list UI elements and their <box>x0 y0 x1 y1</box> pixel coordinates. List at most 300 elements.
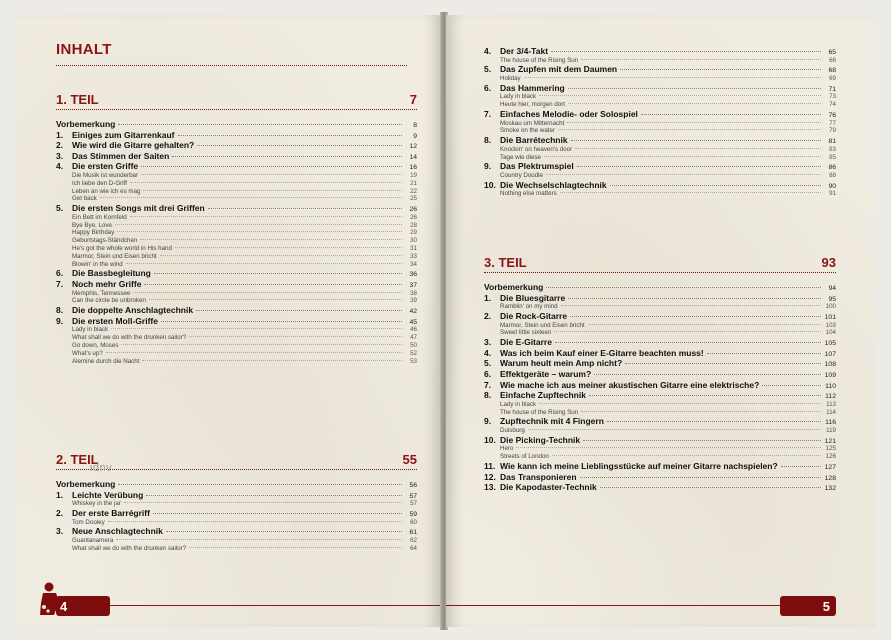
part-divider <box>56 109 417 110</box>
entry-label: Tage wie diese <box>500 153 541 161</box>
entry-number: 6. <box>484 82 492 93</box>
toc-entry <box>484 348 836 358</box>
toc-subentry <box>484 172 836 179</box>
entry-label: Noch mehr Griffe <box>72 279 142 289</box>
entry-page: 9 <box>413 132 417 140</box>
entry-label: Die Wechselschlagtechnik <box>500 179 607 190</box>
dot-leader <box>189 336 402 337</box>
entry-page: 60 <box>410 518 417 526</box>
entry-label: The house of the Rising Sun <box>500 56 579 64</box>
entry-page: 28 <box>410 221 417 229</box>
entry-number: 5. <box>484 358 492 369</box>
entry-label: Die ersten Griffe <box>72 161 139 172</box>
entry-page: 83 <box>829 145 836 153</box>
dot-leader <box>111 328 402 329</box>
dot-leader <box>555 342 821 343</box>
entry-page: 36 <box>409 271 417 279</box>
entry-page: 56 <box>409 482 417 489</box>
entry-page: 39 <box>410 297 417 305</box>
entry-page: 79 <box>829 127 836 135</box>
dot-leader <box>146 495 402 496</box>
toc-entry <box>484 380 836 390</box>
entry-number: 6. <box>56 268 64 279</box>
dot-leader <box>594 374 821 375</box>
part-title: 3. TEIL <box>484 255 527 270</box>
part-title: 2. TEIL <box>56 452 99 467</box>
dot-leader <box>175 247 402 248</box>
dot-leader <box>546 174 821 175</box>
toc-subentry <box>56 188 417 195</box>
left-page <box>16 15 441 627</box>
entry-page: 81 <box>828 138 836 146</box>
entry-number: 13. <box>484 482 496 493</box>
dot-leader <box>130 216 402 217</box>
toc-preface <box>56 479 417 489</box>
entry-page: 113 <box>826 400 836 408</box>
entry-number: 1. <box>56 129 64 140</box>
toc-subentry <box>484 93 836 100</box>
watermark: idnv <box>90 462 113 474</box>
toc-subentry <box>56 222 417 229</box>
entry-number: 9. <box>484 416 492 427</box>
dot-leader <box>117 231 402 232</box>
toc-entry <box>484 435 836 445</box>
toc-subentry <box>484 453 836 460</box>
toc-subentry <box>484 154 836 161</box>
entry-number: 7. <box>56 279 64 289</box>
entry-page: 101 <box>824 314 836 321</box>
entry-page: 126 <box>825 453 836 461</box>
entry-label: Holiday <box>500 75 521 82</box>
toc-subentry <box>484 101 836 108</box>
toc-entry <box>484 109 836 119</box>
page-number: 4 <box>60 598 68 614</box>
dot-leader <box>570 316 821 317</box>
toc-entry <box>484 472 836 482</box>
entry-label: Einfaches Melodie- oder Solospiel <box>500 109 638 119</box>
entry-label: Neue Anschlagtechnik <box>72 526 163 537</box>
dot-leader <box>539 403 821 404</box>
entry-page: 25 <box>410 195 417 203</box>
entry-page: 71 <box>828 85 836 93</box>
dot-leader <box>552 455 821 456</box>
entry-number: 5. <box>484 64 492 75</box>
toc-subentry <box>56 545 417 552</box>
entry-page: 65 <box>828 49 836 56</box>
toc-subentry <box>56 261 417 268</box>
toc-entry <box>56 508 417 518</box>
part-divider <box>484 272 836 273</box>
dot-leader <box>528 429 821 430</box>
page-number-badge <box>56 596 110 616</box>
dot-leader <box>544 156 821 157</box>
toc-subentry <box>484 409 836 416</box>
entry-page: 112 <box>825 393 836 401</box>
entry-page: 57 <box>410 500 417 508</box>
entry-number: 1. <box>56 489 64 500</box>
entry-page: 94 <box>828 285 836 292</box>
entry-label: Ramblin' on my mind <box>500 303 558 311</box>
entry-page: 26 <box>409 206 417 214</box>
dot-leader <box>558 129 821 130</box>
dot-leader <box>144 284 402 285</box>
dot-leader <box>551 51 821 52</box>
toc-entry <box>56 268 417 278</box>
entry-number: 8. <box>484 135 492 146</box>
dot-leader <box>641 114 821 115</box>
toc-subentry <box>484 146 836 153</box>
dot-leader <box>575 148 821 149</box>
entry-page: 50 <box>410 342 417 349</box>
toc-entry <box>484 180 836 190</box>
toc-entry <box>484 83 836 93</box>
toc-subentry <box>484 401 836 408</box>
entry-label: Lady in black <box>500 93 537 101</box>
toc-entry <box>56 140 417 150</box>
toc-entry <box>484 135 836 145</box>
toc-entry <box>484 461 836 471</box>
entry-page: 38 <box>410 289 417 297</box>
entry-number: 7. <box>484 109 492 119</box>
toc-entry <box>56 526 417 536</box>
entry-label: Wie kann ich meine Lieblingsstücke auf meiner Gitarre nachspielen? <box>500 461 778 471</box>
entry-label: Knockin' on heaven's door <box>500 145 573 153</box>
entry-page: 46 <box>410 326 417 334</box>
entry-label: Die Rock-Gitarre <box>500 311 568 321</box>
entry-label: Vorbemerkung <box>56 479 116 489</box>
dot-leader <box>116 539 402 540</box>
entry-label: Die ersten Songs mit drei Griffen <box>72 203 205 214</box>
toc-entry <box>484 416 836 426</box>
entry-number: 2. <box>56 508 64 518</box>
dot-leader <box>571 140 821 141</box>
toc-subentry <box>484 75 836 82</box>
dot-leader <box>154 273 402 274</box>
toc-subentry <box>484 322 836 329</box>
toc-subentry <box>484 120 836 127</box>
dot-leader <box>707 353 821 354</box>
entry-label: Country Doodle <box>500 172 543 179</box>
entry-page: 86 <box>828 164 836 172</box>
entry-page: 52 <box>410 349 417 357</box>
dot-leader <box>577 166 821 167</box>
entry-label: Memphis, Tennessee <box>72 289 131 297</box>
dot-leader <box>589 395 821 396</box>
entry-page: 37 <box>409 282 417 289</box>
entry-page: 62 <box>410 537 417 544</box>
entry-number: 3. <box>484 337 492 348</box>
entry-label: Heute hier, morgen dort <box>500 101 566 109</box>
toc-subentry <box>56 253 417 260</box>
dot-leader <box>196 310 402 311</box>
part-heading <box>56 92 417 107</box>
part-page: 93 <box>821 255 836 270</box>
entry-label: Tom Dooley <box>72 518 105 526</box>
entry-page: 76 <box>828 112 836 119</box>
entry-label: Happy Birthday <box>72 229 115 237</box>
dot-leader <box>130 182 402 183</box>
dot-leader <box>160 255 402 256</box>
entry-page: 16 <box>409 164 417 172</box>
entry-label: Bye Bye, Love <box>72 221 112 229</box>
toc-subentry <box>56 229 417 236</box>
toc-subentry <box>56 195 417 202</box>
right-page <box>446 15 876 627</box>
entry-label: Duisburg <box>500 427 525 434</box>
toc-entry <box>484 358 836 368</box>
entry-label: Die doppelte Anschlagtechnik <box>72 305 194 316</box>
entry-number: 11. <box>484 461 496 471</box>
entry-page: 77 <box>829 119 836 127</box>
dot-leader <box>580 477 821 478</box>
dot-leader <box>583 440 821 441</box>
entry-label: Ein Bett im Kornfeld <box>72 213 127 221</box>
entry-page: 121 <box>824 437 836 445</box>
entry-page: 91 <box>829 190 836 198</box>
toc-subentry <box>56 519 417 526</box>
entry-page: 64 <box>410 544 417 552</box>
part-heading <box>484 255 836 270</box>
dot-leader <box>516 447 821 448</box>
toc-subentry <box>56 172 417 179</box>
entry-page: 61 <box>409 529 417 537</box>
entry-label: Go down, Moses <box>72 342 119 349</box>
dot-leader <box>118 124 402 125</box>
entry-number: 3. <box>56 150 64 161</box>
toc-subentry <box>56 500 417 507</box>
entry-page: 33 <box>410 252 417 260</box>
entry-number: 4. <box>484 46 492 56</box>
part-page: 7 <box>409 92 417 107</box>
entry-page: 59 <box>409 511 417 518</box>
toc-subentry <box>56 214 417 221</box>
entry-page: 73 <box>829 93 836 101</box>
entry-page: 119 <box>826 427 836 434</box>
entry-page: 26 <box>410 213 417 221</box>
entry-label: Alemine durch die Nacht <box>72 357 140 365</box>
entry-label: Marmor, Stein und Eisen bricht <box>500 321 585 329</box>
entry-number: 6. <box>484 369 492 379</box>
dot-leader <box>581 411 821 412</box>
dot-leader <box>781 466 821 467</box>
toc-subentry <box>484 127 836 134</box>
entry-label: Einiges zum Gitarrenkauf <box>72 129 175 140</box>
entry-label: Der 3/4-Takt <box>500 46 549 56</box>
footer-rule <box>446 605 784 606</box>
entry-label: Leichte Verübung <box>72 489 144 500</box>
dot-leader <box>524 77 821 78</box>
dot-leader <box>121 344 402 345</box>
entry-page: 128 <box>824 474 836 482</box>
entry-number: 7. <box>484 379 492 390</box>
dot-leader <box>560 192 821 193</box>
entry-label: Hero <box>500 445 514 453</box>
dot-leader <box>581 59 821 60</box>
dot-leader <box>142 360 402 361</box>
entry-number: 4. <box>484 347 492 358</box>
toc-entry <box>484 311 836 321</box>
toc-subentry <box>56 237 417 244</box>
entry-label: The house of the Rising Sun <box>500 408 579 416</box>
entry-number: 1. <box>484 292 492 303</box>
entry-page: 110 <box>825 382 836 390</box>
entry-page: 34 <box>410 260 417 268</box>
entry-label: Die Musik ist wunderbar <box>72 172 139 179</box>
entry-label: Die E-Gitarre <box>500 337 552 348</box>
entry-number: 2. <box>56 140 64 151</box>
dot-leader <box>178 135 403 136</box>
entry-label: Lady in black <box>72 326 109 334</box>
dot-leader <box>568 103 821 104</box>
dot-leader <box>610 185 821 186</box>
entry-number: 4. <box>56 161 64 172</box>
page-title: INHALT <box>56 41 112 58</box>
entry-page: 29 <box>410 229 417 237</box>
entry-number: 10. <box>484 434 496 445</box>
part-title: 1. TEIL <box>56 92 99 107</box>
toc-subentry <box>56 342 417 349</box>
entry-label: Lady in black <box>500 400 537 408</box>
toc-subentry <box>56 358 417 365</box>
entry-number: 2. <box>484 311 492 321</box>
entry-label: Die Bassbegleitung <box>72 268 151 279</box>
entry-number: 9. <box>56 315 64 326</box>
toc-subentry <box>56 297 417 304</box>
toc-subentry <box>484 303 836 310</box>
dot-leader <box>133 292 402 293</box>
dot-leader <box>124 502 402 503</box>
footer-rule <box>110 605 441 606</box>
toc-subentry <box>56 180 417 187</box>
toc-subentry <box>56 290 417 297</box>
entry-label: Das Plektrumspiel <box>500 161 574 172</box>
entry-label: Blowin' in the wind <box>72 260 123 268</box>
entry-number: 3. <box>56 526 64 537</box>
entry-number: 9. <box>484 161 492 172</box>
entry-label: Der erste Barrégriff <box>72 508 150 518</box>
page-number-badge <box>780 596 836 616</box>
dot-leader <box>172 156 402 157</box>
entry-label: Zupftechnik mit 4 Fingern <box>500 416 604 427</box>
entry-page: 108 <box>824 361 836 369</box>
toc-subentry <box>484 445 836 452</box>
entry-label: Leben an wie ich es mag <box>72 187 141 195</box>
dot-leader <box>567 122 821 123</box>
dot-leader <box>166 531 402 532</box>
entry-page: 95 <box>828 295 836 303</box>
page-number: 5 <box>822 598 830 614</box>
entry-page: 42 <box>409 308 417 316</box>
entry-page: 69 <box>829 75 836 82</box>
entry-label: Das Zupfen mit dem Daumen <box>500 64 618 75</box>
dot-leader <box>118 484 402 485</box>
toc-entry <box>56 151 417 161</box>
entry-label: Das Hammering <box>500 82 565 93</box>
entry-page: 127 <box>824 464 836 471</box>
entry-label: Streets of London <box>500 453 549 461</box>
entry-page: 30 <box>410 237 417 245</box>
dot-leader <box>143 190 402 191</box>
toc-entry <box>484 482 836 492</box>
entry-label: He's got the whole world in His hand <box>72 245 172 252</box>
entry-label: Ich liebe den D-Griff <box>72 179 127 187</box>
entry-page: 74 <box>829 101 836 109</box>
entry-number: 12. <box>484 471 496 482</box>
entry-page: 109 <box>824 372 836 379</box>
toc-entry <box>484 46 836 56</box>
dot-leader <box>115 224 402 225</box>
entry-label: Die Bluesgitarre <box>500 292 566 303</box>
entry-label: Moskau um Mitternacht <box>500 119 565 127</box>
dot-leader <box>208 208 402 209</box>
dot-leader <box>546 287 821 288</box>
entry-page: 31 <box>410 245 417 252</box>
entry-label: Die Picking-Technik <box>500 434 581 445</box>
toc-entry <box>56 279 417 289</box>
entry-page: 68 <box>828 67 836 75</box>
entry-label: Die Barrétechnik <box>500 135 568 146</box>
toc-subentry <box>484 190 836 197</box>
entry-number: 8. <box>484 390 492 401</box>
entry-label: Die ersten Moll-Griffe <box>72 315 158 326</box>
dot-leader <box>568 88 821 89</box>
toc-subentry <box>484 57 836 64</box>
entry-label: Das Stimmen der Saiten <box>72 150 170 161</box>
entry-page: 104 <box>825 329 836 337</box>
entry-label: What shall we do with the drunken sailor? <box>72 544 187 552</box>
toc-entry <box>484 293 836 303</box>
dot-leader <box>539 95 821 96</box>
entry-label: Die Kapodaster-Technik <box>500 482 597 493</box>
toc-subentry <box>56 245 417 252</box>
dot-leader <box>106 352 402 353</box>
dot-leader <box>141 166 402 167</box>
entry-label: Nothing else matters <box>500 190 557 198</box>
toc-subentry <box>56 350 417 357</box>
entry-label: Was ich beim Kauf einer E-Gitarre beachten muss! <box>500 347 704 358</box>
entry-label: Das Transponieren <box>500 471 577 482</box>
dot-leader <box>161 321 402 322</box>
entry-page: 8 <box>413 122 417 129</box>
entry-page: 103 <box>825 321 836 329</box>
toc-subentry <box>484 427 836 434</box>
entry-page: 12 <box>409 143 417 151</box>
entry-page: 114 <box>826 408 836 416</box>
toc-entry <box>484 161 836 171</box>
entry-page: 90 <box>828 182 836 190</box>
dot-leader <box>149 299 402 300</box>
part-page: 55 <box>402 452 417 467</box>
entry-label: Wie mache ich aus meiner akustischen Gitarre eine elektrische? <box>500 379 760 390</box>
entry-label: Get back <box>72 195 97 203</box>
entry-label: What's up? <box>72 349 103 357</box>
toc-entry <box>484 369 836 379</box>
title-divider <box>56 65 407 66</box>
dot-leader <box>762 385 821 386</box>
toc-entry <box>56 490 417 500</box>
entry-number: 8. <box>56 305 64 316</box>
dot-leader <box>588 324 821 325</box>
entry-page: 116 <box>825 419 836 427</box>
entry-number: 10. <box>484 179 496 190</box>
dot-leader <box>100 197 402 198</box>
toc-entry <box>484 64 836 74</box>
entry-label: Can the circle be unbroken <box>72 297 146 305</box>
entry-label: Warum heult mein Amp nicht? <box>500 358 623 369</box>
entry-page: 22 <box>410 187 417 195</box>
entry-page: 85 <box>829 153 836 161</box>
entry-page: 47 <box>410 334 417 342</box>
